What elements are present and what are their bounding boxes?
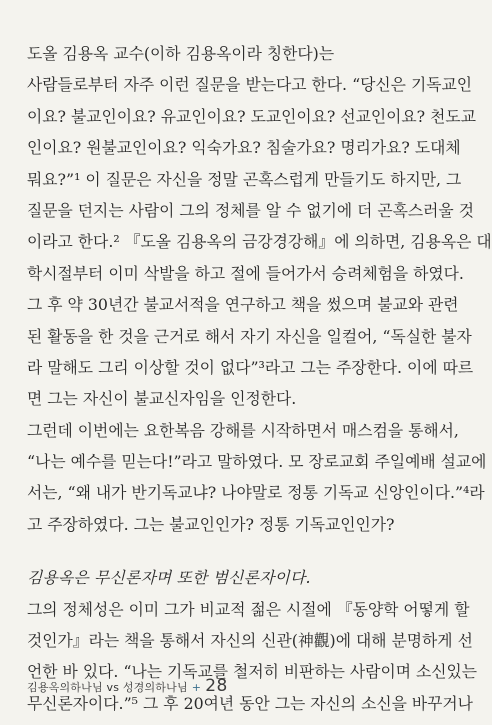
text-line: 학시절부터 이미 삭발을 하고 절에 들어가서 승려체험을 하였다. (27, 263, 464, 283)
text-line: 사람들로부터 자주 이런 질문을 받는다고 한다. “당신은 기독교인 (27, 75, 473, 95)
text-line: 질문을 던지는 사람이 그의 정체를 알 수 없기에 더 곤혹스러울 것 (27, 200, 474, 220)
text-line: 고 주장하였다. 그는 불교인인가? 정통 기독교인인가? (27, 514, 395, 534)
page-footer (27, 676, 228, 696)
text-line: 언한 바 있다. “나는 기독교를 철저히 비판하는 사람이며 소신있는 (27, 662, 478, 682)
running-title: 김용옥의하나님 vs 성경의하나님 (27, 681, 188, 694)
text-line: 그의 정체성은 이미 그가 비교적 젊은 시절에 『동양학 어떻게 할 (27, 599, 470, 619)
text-line: 인이요? 원불교인이요? 익숙가요? 침술가요? 명리가요? 도대체 (27, 138, 461, 158)
text-line: 그런데 이번에는 요한복음 강해를 시작하면서 매스컴을 통해서, (27, 420, 459, 440)
section-subheading: 김용옥은 무신론자며 또한 범신론자이다. (27, 568, 311, 588)
text-line: 라 말해도 그리 이상할 것이 없다”³라고 그는 주장한다. 이에 따르 (27, 357, 474, 377)
text-line: 서는, “왜 내가 반기독교냐? 나야말로 정통 기독교 신앙인이다.”⁴라 (27, 483, 485, 503)
text-line: 이요? 불교인이요? 유교인이요? 도교인이요? 선교인이요? 천도교 (27, 106, 476, 126)
page-number: 28 (205, 676, 228, 696)
text-line: 도올 김용옥 교수(이하 김용옥이라 칭한다)는 (27, 44, 335, 63)
text-line: 것인가』라는 책을 통해서 자신의 신관(神觀)에 대해 분명하게 선 (27, 631, 473, 651)
text-line: 뭐요?”¹ 이 질문은 자신을 정말 곤혹스럽게 만들기도 하지만, 그 (27, 169, 462, 189)
text-line: 이라고 한다.² 『도올 김용옥의 금강경강해』에 의하면, 김용옥은 대 (27, 232, 492, 252)
cross-icon: + (191, 681, 202, 694)
text-line: 된 활동을 한 것을 근거로 해서 자기 자신을 일컬어, “독실한 불자 (27, 326, 472, 346)
text-line: 그 후 약 30년간 불교서적을 연구하고 책을 썼으며 불교와 관련 (27, 295, 459, 315)
text-line: 무신론자이다.”⁵ 그 후 20여년 동안 그는 자신의 소신을 바꾸거나 (27, 693, 473, 713)
text-line: 면 그는 자신이 불교신자임을 인정한다. (27, 389, 297, 409)
text-line: “나는 예수를 믿는다!”라고 말하였다. 모 장로교회 주일예배 설교에 (27, 452, 487, 472)
body-text (27, 38, 492, 719)
